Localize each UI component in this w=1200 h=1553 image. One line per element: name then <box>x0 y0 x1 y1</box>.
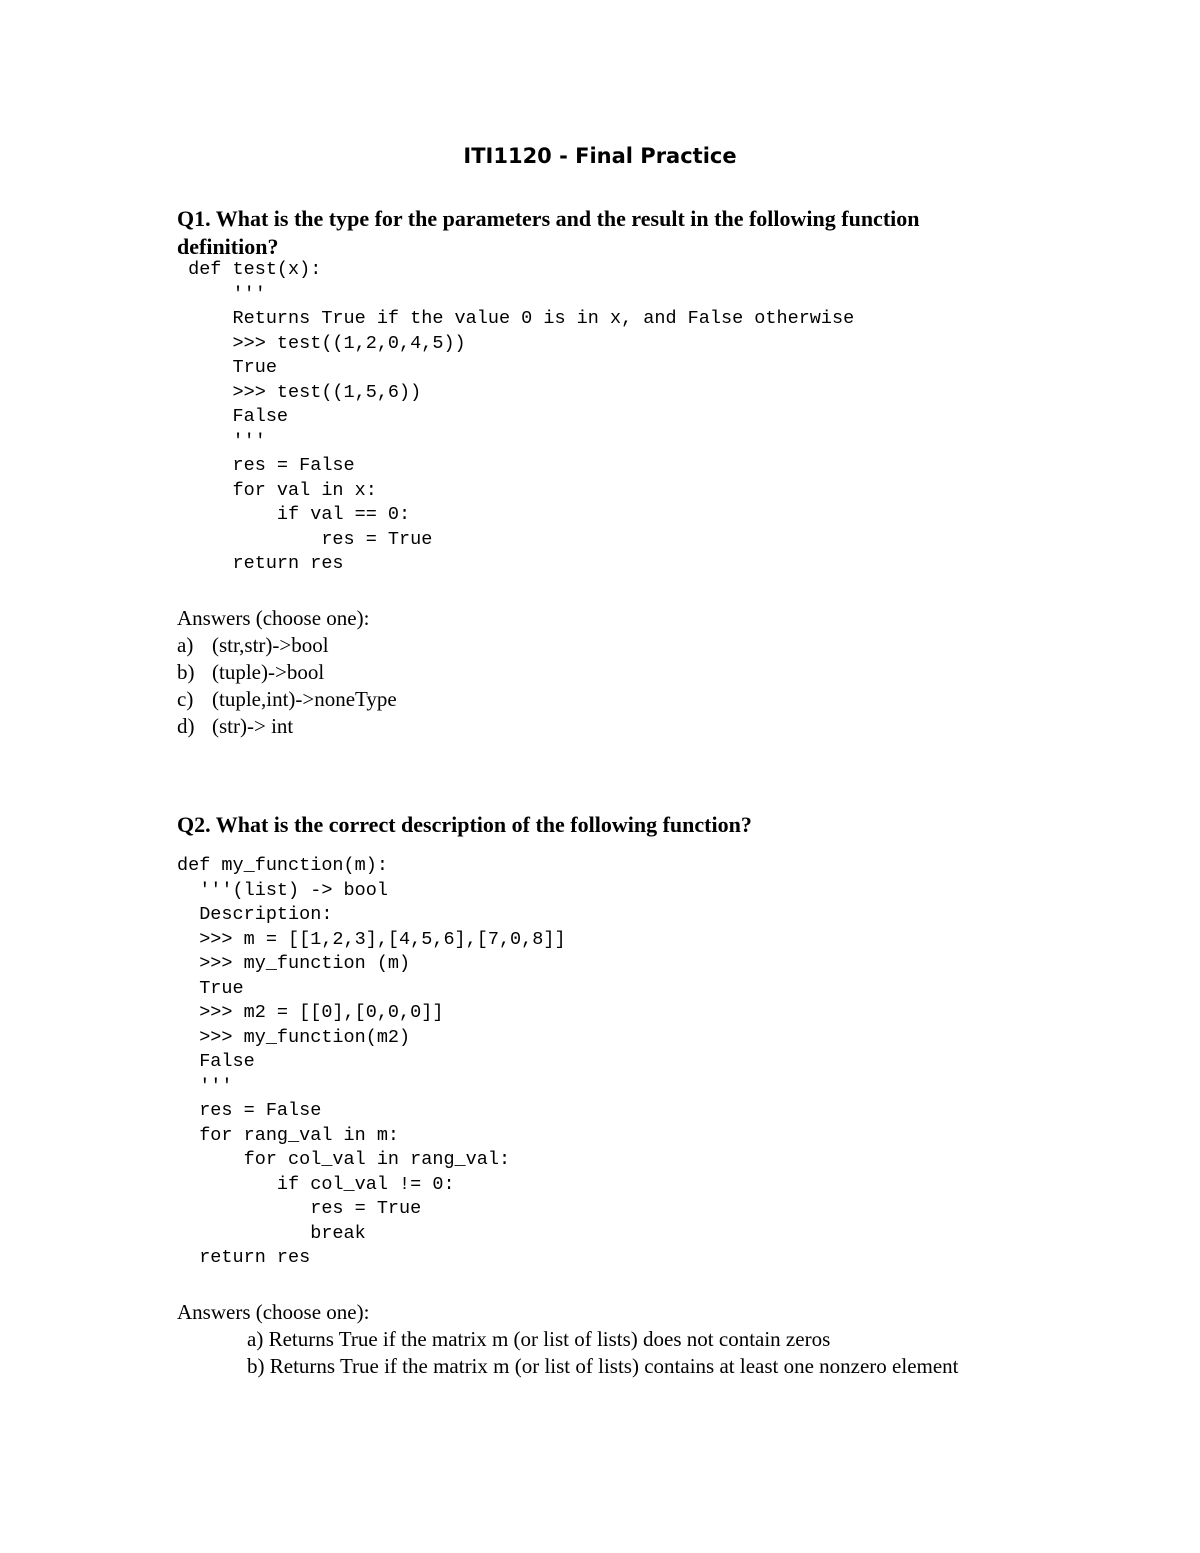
option-text: (tuple)->bool <box>212 660 325 684</box>
option-letter: d) <box>177 714 195 738</box>
q1-option-a <box>177 632 329 659</box>
document-title: ITI1120 - Final Practice <box>463 144 737 168</box>
q1-question: Q1. What is the type for the parameters and the result in the following function definition? <box>177 206 920 259</box>
q1-option-d <box>177 713 293 740</box>
option-letter: b) <box>177 660 195 684</box>
q1-option-c <box>177 686 397 713</box>
q1-option-b <box>177 659 324 686</box>
q2-question: Q2. What is the correct description of the following function? <box>177 812 752 837</box>
q2-option-a: a) Returns True if the matrix m (or list of lists) does not contain zeros <box>247 1327 831 1351</box>
option-letter: a) <box>177 633 194 657</box>
option-text: (str)-> int <box>212 714 294 738</box>
option-text: (str,str)->bool <box>212 633 329 657</box>
q2-code-block: def my_function(m): '''(list) -> bool Description: >>> m = [[1,2,3],[4,5,6],[7,0,8]] >>> my_function (m) True >>> m2 = [[0],[0,0,0]] >>> my_function(m2) False ''' res = False for rang_val in m: for col_val in rang_val: if col_val != 0: res = True break return res <box>177 855 566 1268</box>
option-letter: c) <box>177 687 194 711</box>
q1-answers-label: Answers (choose one): <box>177 606 370 630</box>
q1-code-block: def test(x): ''' Returns True if the value 0 is in x, and False otherwise >>> test((1,2,0,4,5)) True >>> test((1,5,6)) False ''' res = False for val in x: if val == 0: res = True return res <box>188 259 855 574</box>
q2-answers-label: Answers (choose one): <box>177 1300 370 1324</box>
option-text: (tuple,int)->noneType <box>212 687 397 711</box>
q2-option-b: b) Returns True if the matrix m (or list of lists) contains at least one nonzero element <box>247 1354 959 1378</box>
